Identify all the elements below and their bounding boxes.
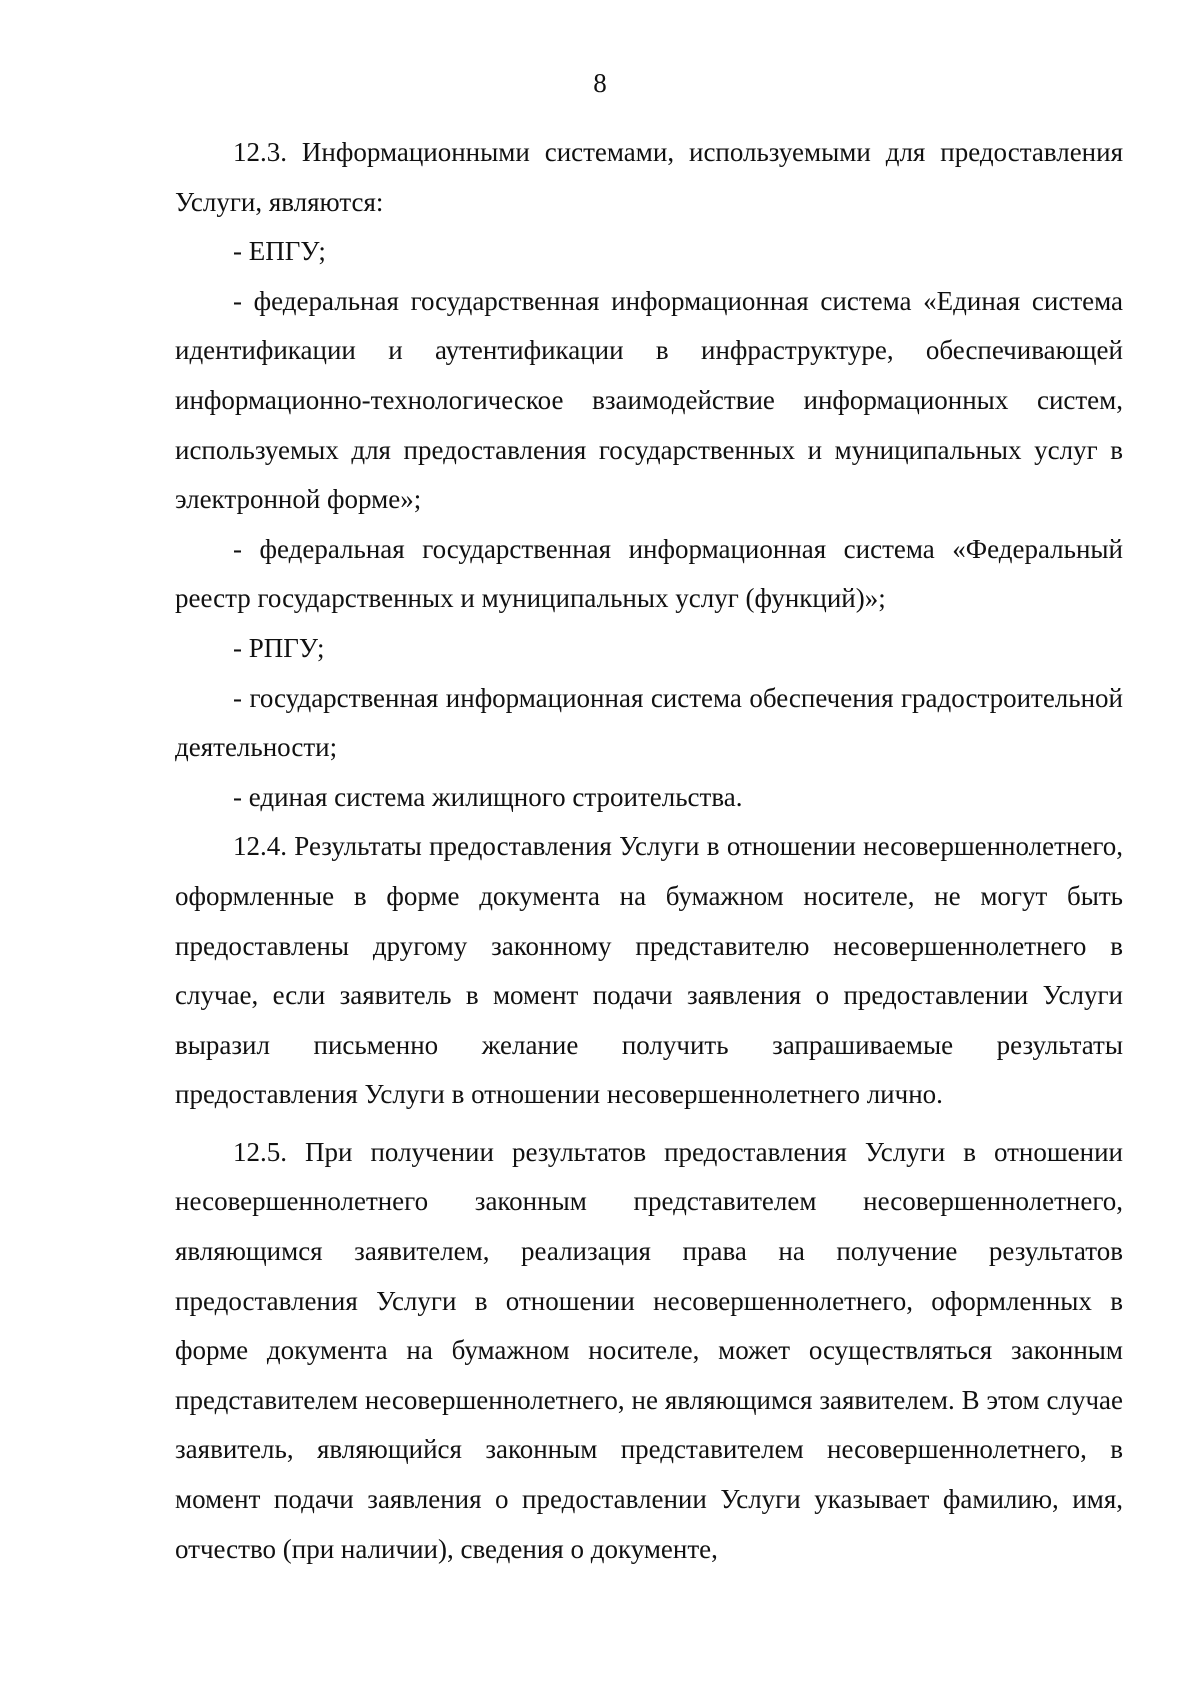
- page-number: 8: [593, 68, 607, 98]
- paragraph-12-5: 12.5. При получении результатов предоставления Услуги в отношении несовершеннолетнего законным представителем несовершеннолетнего, являющимся заявителем, реализация права на получение результатов предоставления Услуги в отношении несовершеннолетнего, оформленных в форме документа на бумажном носителе, может осуществляться законным представителем несовершеннолетнего, не являющимся заявителем. В этом случае заявитель, являющийся законным представителем несовершеннолетнего, в момент подачи заявления о предоставлении Услуги указывает фамилию, имя, отчество (при наличии), сведения о документе,: [175, 1136, 1123, 1564]
- list-item-eisjs: - единая система жилищного строительства.: [233, 781, 743, 812]
- list-item-rpgu: - РПГУ;: [233, 632, 325, 663]
- list-item-frgu: - федеральная государственная информационная система «Федеральный реестр государственных и муниципальных услуг (функций)»;: [175, 533, 1123, 614]
- list-item-esia: - федеральная государственная информационная система «Единая система идентификации и аутентификации в инфраструктуре, обеспечивающей информационно-технологическое взаимодействие информационных систем, используемых для предоставления государственных и муниципальных услуг в электронной форме»;: [175, 285, 1123, 515]
- paragraph-12-4: 12.4. Результаты предоставления Услуги в отношении несовершеннолетнего, оформленные в форме документа на бумажном носителе, не могут быть предоставлены другому законному представителю несовершеннолетнего в случае, если заявитель в момент подачи заявления о предоставлении Услуги выразил письменно желание получить запрашиваемые результаты предоставления Услуги в отношении несовершеннолетнего лично.: [175, 831, 1123, 1110]
- paragraph-12-3: 12.3. Информационными системами, используемыми для предоставления Услуги, являются:: [175, 137, 1123, 217]
- document-body: [175, 128, 1123, 1574]
- list-item-epgu: - ЕПГУ;: [233, 236, 326, 267]
- list-item-gisogd: - государственная информационная система обеспечения градостроительной деятельности;: [175, 682, 1123, 763]
